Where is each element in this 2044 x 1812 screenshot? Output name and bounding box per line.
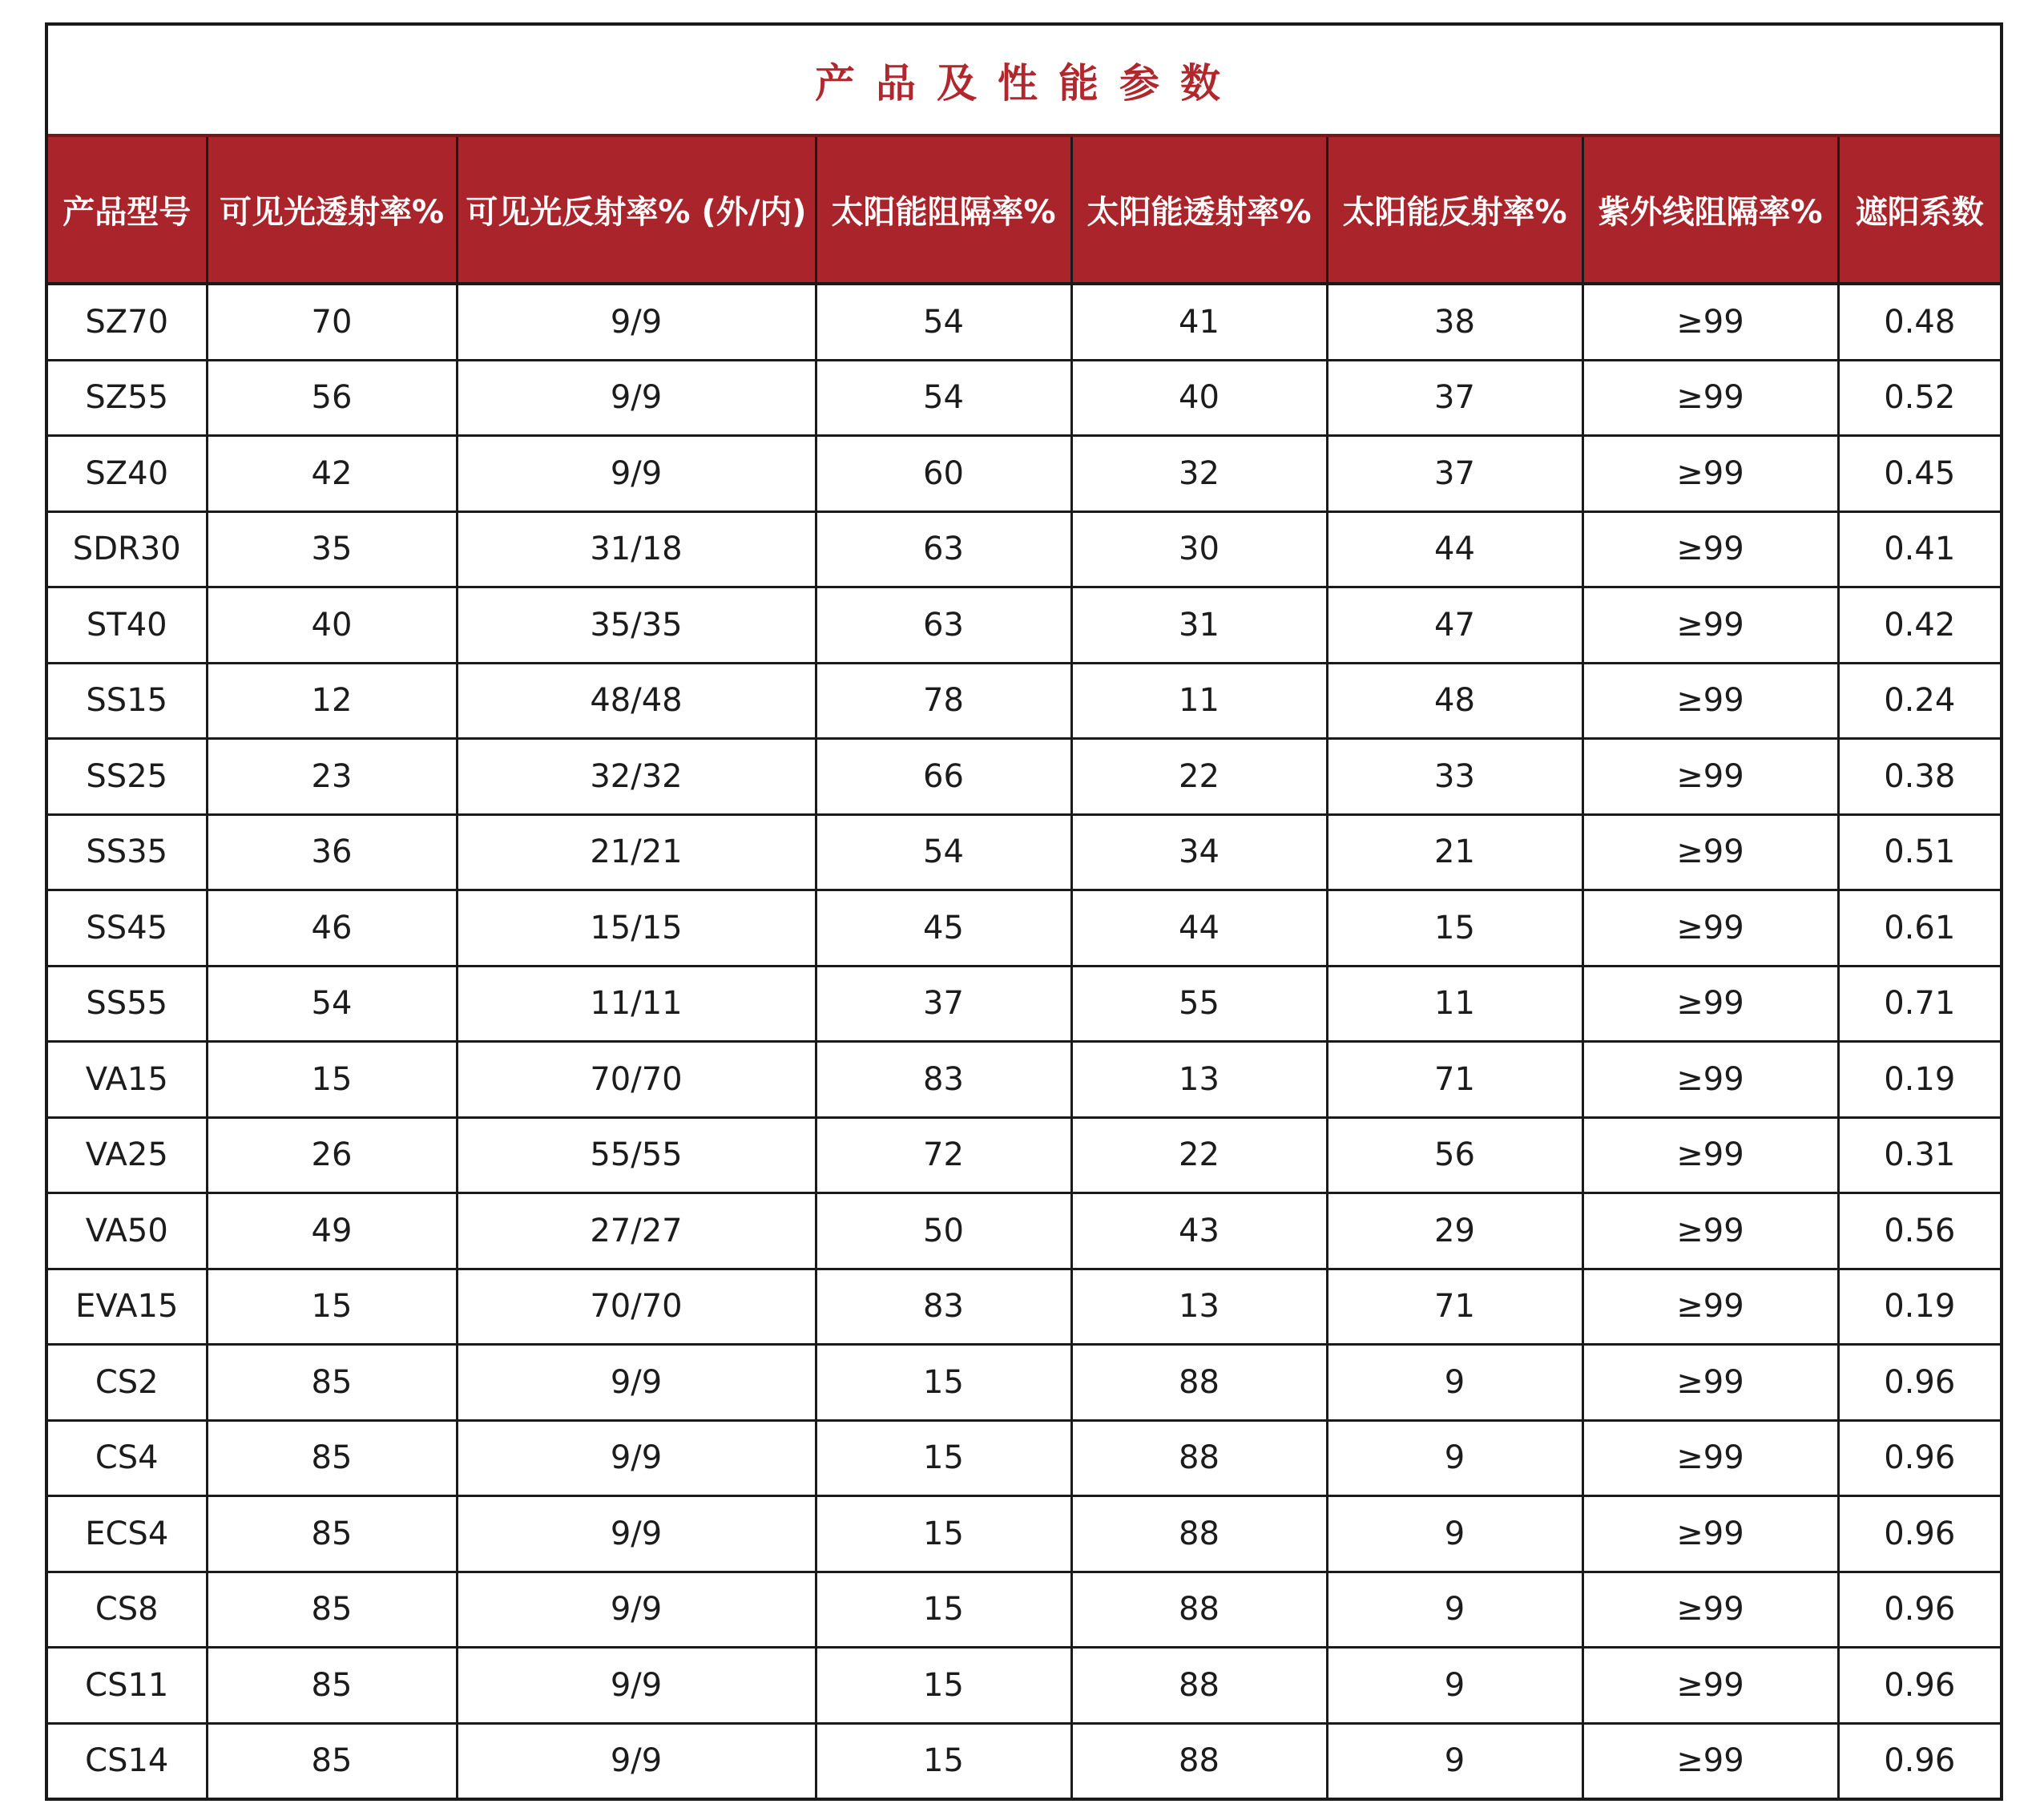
model-cell: EVA15 xyxy=(48,1269,207,1345)
visible-transmittance-cell: 40 xyxy=(207,587,457,664)
shading-coefficient-cell: 0.96 xyxy=(1838,1723,2000,1798)
solar-reflectance-cell: 47 xyxy=(1327,587,1582,664)
solar-rejection-cell: 15 xyxy=(816,1572,1071,1648)
model-cell: SDR30 xyxy=(48,511,207,587)
model-cell: CS11 xyxy=(48,1648,207,1724)
parameters-table xyxy=(48,134,2000,1798)
solar-reflectance-cell: 11 xyxy=(1327,966,1582,1042)
visible-transmittance-cell: 70 xyxy=(207,284,457,360)
solar-transmittance-cell: 13 xyxy=(1071,1042,1327,1118)
shading-coefficient-cell: 0.96 xyxy=(1838,1345,2000,1421)
solar-rejection-cell: 45 xyxy=(816,890,1071,967)
visible-reflectance-cell: 15/15 xyxy=(457,890,816,967)
solar-transmittance-cell: 31 xyxy=(1071,587,1327,664)
uv-rejection-cell: ≥99 xyxy=(1582,1648,1838,1724)
solar-reflectance-cell: 9 xyxy=(1327,1496,1582,1572)
shading-coefficient-cell: 0.61 xyxy=(1838,890,2000,967)
uv-rejection-cell: ≥99 xyxy=(1582,1042,1838,1118)
uv-rejection-cell: ≥99 xyxy=(1582,1269,1838,1345)
solar-reflectance-cell: 9 xyxy=(1327,1648,1582,1724)
table-row xyxy=(48,966,2000,1042)
uv-rejection-cell: ≥99 xyxy=(1582,360,1838,436)
table-row xyxy=(48,360,2000,436)
table-row xyxy=(48,1042,2000,1118)
uv-rejection-cell: ≥99 xyxy=(1582,1496,1838,1572)
column-header-visible-reflectance: 可见光反射率% (外/内) xyxy=(457,135,816,284)
page-title: 产品及性能参数 xyxy=(815,59,1241,107)
visible-reflectance-cell: 9/9 xyxy=(457,284,816,360)
visible-transmittance-cell: 54 xyxy=(207,966,457,1042)
solar-reflectance-cell: 33 xyxy=(1327,739,1582,815)
visible-transmittance-cell: 12 xyxy=(207,663,457,739)
solar-transmittance-cell: 88 xyxy=(1071,1496,1327,1572)
uv-rejection-cell: ≥99 xyxy=(1582,1193,1838,1269)
table-row xyxy=(48,1193,2000,1269)
model-cell: ST40 xyxy=(48,587,207,664)
column-header-visible-transmittance: 可见光透射率% xyxy=(207,135,457,284)
model-cell: CS2 xyxy=(48,1345,207,1421)
visible-transmittance-cell: 49 xyxy=(207,1193,457,1269)
shading-coefficient-cell: 0.45 xyxy=(1838,436,2000,512)
table-row xyxy=(48,814,2000,890)
solar-rejection-cell: 15 xyxy=(816,1723,1071,1798)
solar-rejection-cell: 54 xyxy=(816,284,1071,360)
solar-transmittance-cell: 88 xyxy=(1071,1723,1327,1798)
column-header-solar-transmittance: 太阳能透射率% xyxy=(1071,135,1327,284)
uv-rejection-cell: ≥99 xyxy=(1582,1345,1838,1421)
solar-rejection-cell: 54 xyxy=(816,814,1071,890)
visible-transmittance-cell: 85 xyxy=(207,1496,457,1572)
visible-reflectance-cell: 9/9 xyxy=(457,1572,816,1648)
solar-rejection-cell: 63 xyxy=(816,511,1071,587)
visible-reflectance-cell: 9/9 xyxy=(457,1496,816,1572)
model-cell: VA50 xyxy=(48,1193,207,1269)
visible-reflectance-cell: 70/70 xyxy=(457,1269,816,1345)
solar-transmittance-cell: 41 xyxy=(1071,284,1327,360)
model-cell: SS35 xyxy=(48,814,207,890)
shading-coefficient-cell: 0.51 xyxy=(1838,814,2000,890)
visible-transmittance-cell: 15 xyxy=(207,1042,457,1118)
shading-coefficient-cell: 0.42 xyxy=(1838,587,2000,664)
model-cell: CS4 xyxy=(48,1420,207,1496)
uv-rejection-cell: ≥99 xyxy=(1582,1420,1838,1496)
solar-rejection-cell: 78 xyxy=(816,663,1071,739)
uv-rejection-cell: ≥99 xyxy=(1582,739,1838,815)
solar-rejection-cell: 15 xyxy=(816,1496,1071,1572)
model-cell: SS15 xyxy=(48,663,207,739)
shading-coefficient-cell: 0.19 xyxy=(1838,1269,2000,1345)
visible-reflectance-cell: 31/18 xyxy=(457,511,816,587)
solar-reflectance-cell: 9 xyxy=(1327,1345,1582,1421)
model-cell: VA25 xyxy=(48,1117,207,1193)
title-bar xyxy=(48,26,2000,134)
solar-transmittance-cell: 40 xyxy=(1071,360,1327,436)
table-row xyxy=(48,739,2000,815)
solar-reflectance-cell: 9 xyxy=(1327,1420,1582,1496)
shading-coefficient-cell: 0.31 xyxy=(1838,1117,2000,1193)
model-cell: VA15 xyxy=(48,1042,207,1118)
visible-transmittance-cell: 85 xyxy=(207,1723,457,1798)
solar-rejection-cell: 66 xyxy=(816,739,1071,815)
solar-transmittance-cell: 22 xyxy=(1071,739,1327,815)
visible-reflectance-cell: 9/9 xyxy=(457,1723,816,1798)
table-row xyxy=(48,436,2000,512)
solar-reflectance-cell: 37 xyxy=(1327,360,1582,436)
solar-rejection-cell: 15 xyxy=(816,1345,1071,1421)
solar-reflectance-cell: 44 xyxy=(1327,511,1582,587)
visible-transmittance-cell: 35 xyxy=(207,511,457,587)
shading-coefficient-cell: 0.96 xyxy=(1838,1496,2000,1572)
solar-transmittance-cell: 55 xyxy=(1071,966,1327,1042)
model-cell: SS55 xyxy=(48,966,207,1042)
uv-rejection-cell: ≥99 xyxy=(1582,587,1838,664)
uv-rejection-cell: ≥99 xyxy=(1582,966,1838,1042)
solar-transmittance-cell: 11 xyxy=(1071,663,1327,739)
solar-transmittance-cell: 88 xyxy=(1071,1648,1327,1724)
solar-rejection-cell: 37 xyxy=(816,966,1071,1042)
table-row xyxy=(48,1345,2000,1421)
visible-reflectance-cell: 32/32 xyxy=(457,739,816,815)
solar-reflectance-cell: 9 xyxy=(1327,1572,1582,1648)
model-cell: SZ55 xyxy=(48,360,207,436)
visible-reflectance-cell: 27/27 xyxy=(457,1193,816,1269)
shading-coefficient-cell: 0.24 xyxy=(1838,663,2000,739)
solar-reflectance-cell: 71 xyxy=(1327,1269,1582,1345)
visible-reflectance-cell: 55/55 xyxy=(457,1117,816,1193)
solar-reflectance-cell: 9 xyxy=(1327,1723,1582,1798)
table-row xyxy=(48,1648,2000,1724)
solar-reflectance-cell: 37 xyxy=(1327,436,1582,512)
table-header-row xyxy=(48,135,2000,284)
column-header-model: 产品型号 xyxy=(48,135,207,284)
solar-transmittance-cell: 22 xyxy=(1071,1117,1327,1193)
visible-reflectance-cell: 21/21 xyxy=(457,814,816,890)
visible-reflectance-cell: 70/70 xyxy=(457,1042,816,1118)
shading-coefficient-cell: 0.96 xyxy=(1838,1420,2000,1496)
uv-rejection-cell: ≥99 xyxy=(1582,890,1838,967)
solar-rejection-cell: 83 xyxy=(816,1042,1071,1118)
column-header-solar-reflectance: 太阳能反射率% xyxy=(1327,135,1582,284)
uv-rejection-cell: ≥99 xyxy=(1582,814,1838,890)
shading-coefficient-cell: 0.56 xyxy=(1838,1193,2000,1269)
uv-rejection-cell: ≥99 xyxy=(1582,511,1838,587)
solar-rejection-cell: 50 xyxy=(816,1193,1071,1269)
model-cell: SZ40 xyxy=(48,436,207,512)
visible-reflectance-cell: 11/11 xyxy=(457,966,816,1042)
model-cell: SS45 xyxy=(48,890,207,967)
solar-transmittance-cell: 34 xyxy=(1071,814,1327,890)
solar-transmittance-cell: 43 xyxy=(1071,1193,1327,1269)
column-header-solar-rejection: 太阳能阻隔率% xyxy=(816,135,1071,284)
solar-transmittance-cell: 32 xyxy=(1071,436,1327,512)
uv-rejection-cell: ≥99 xyxy=(1582,1572,1838,1648)
table-row xyxy=(48,663,2000,739)
solar-reflectance-cell: 29 xyxy=(1327,1193,1582,1269)
solar-rejection-cell: 15 xyxy=(816,1420,1071,1496)
visible-transmittance-cell: 85 xyxy=(207,1648,457,1724)
visible-transmittance-cell: 23 xyxy=(207,739,457,815)
solar-reflectance-cell: 56 xyxy=(1327,1117,1582,1193)
solar-reflectance-cell: 21 xyxy=(1327,814,1582,890)
model-cell: SZ70 xyxy=(48,284,207,360)
uv-rejection-cell: ≥99 xyxy=(1582,1117,1838,1193)
visible-transmittance-cell: 36 xyxy=(207,814,457,890)
table-row xyxy=(48,1117,2000,1193)
solar-reflectance-cell: 71 xyxy=(1327,1042,1582,1118)
solar-rejection-cell: 83 xyxy=(816,1269,1071,1345)
table-row xyxy=(48,1420,2000,1496)
solar-rejection-cell: 63 xyxy=(816,587,1071,664)
model-cell: CS14 xyxy=(48,1723,207,1798)
table-row xyxy=(48,1269,2000,1345)
shading-coefficient-cell: 0.71 xyxy=(1838,966,2000,1042)
solar-rejection-cell: 54 xyxy=(816,360,1071,436)
solar-reflectance-cell: 48 xyxy=(1327,663,1582,739)
solar-reflectance-cell: 15 xyxy=(1327,890,1582,967)
uv-rejection-cell: ≥99 xyxy=(1582,284,1838,360)
visible-transmittance-cell: 42 xyxy=(207,436,457,512)
table-row xyxy=(48,587,2000,664)
visible-transmittance-cell: 56 xyxy=(207,360,457,436)
visible-transmittance-cell: 85 xyxy=(207,1345,457,1421)
shading-coefficient-cell: 0.96 xyxy=(1838,1648,2000,1724)
table-row xyxy=(48,511,2000,587)
solar-rejection-cell: 72 xyxy=(816,1117,1071,1193)
table-row xyxy=(48,1572,2000,1648)
table-row xyxy=(48,1723,2000,1798)
model-cell: SS25 xyxy=(48,739,207,815)
solar-transmittance-cell: 88 xyxy=(1071,1420,1327,1496)
shading-coefficient-cell: 0.38 xyxy=(1838,739,2000,815)
visible-reflectance-cell: 9/9 xyxy=(457,436,816,512)
visible-reflectance-cell: 9/9 xyxy=(457,1345,816,1421)
shading-coefficient-cell: 0.52 xyxy=(1838,360,2000,436)
model-cell: CS8 xyxy=(48,1572,207,1648)
visible-reflectance-cell: 9/9 xyxy=(457,360,816,436)
shading-coefficient-cell: 0.48 xyxy=(1838,284,2000,360)
uv-rejection-cell: ≥99 xyxy=(1582,1723,1838,1798)
shading-coefficient-cell: 0.41 xyxy=(1838,511,2000,587)
solar-transmittance-cell: 13 xyxy=(1071,1269,1327,1345)
visible-transmittance-cell: 85 xyxy=(207,1572,457,1648)
uv-rejection-cell: ≥99 xyxy=(1582,663,1838,739)
visible-transmittance-cell: 85 xyxy=(207,1420,457,1496)
solar-transmittance-cell: 30 xyxy=(1071,511,1327,587)
visible-reflectance-cell: 9/9 xyxy=(457,1648,816,1724)
table-row xyxy=(48,1496,2000,1572)
visible-reflectance-cell: 35/35 xyxy=(457,587,816,664)
table-row xyxy=(48,890,2000,967)
shading-coefficient-cell: 0.96 xyxy=(1838,1572,2000,1648)
solar-rejection-cell: 60 xyxy=(816,436,1071,512)
visible-transmittance-cell: 26 xyxy=(207,1117,457,1193)
uv-rejection-cell: ≥99 xyxy=(1582,436,1838,512)
visible-reflectance-cell: 48/48 xyxy=(457,663,816,739)
solar-transmittance-cell: 44 xyxy=(1071,890,1327,967)
solar-rejection-cell: 15 xyxy=(816,1648,1071,1724)
solar-transmittance-cell: 88 xyxy=(1071,1572,1327,1648)
column-header-shading-coefficient: 遮阳系数 xyxy=(1838,135,2000,284)
table-body xyxy=(48,284,2000,1798)
shading-coefficient-cell: 0.19 xyxy=(1838,1042,2000,1118)
model-cell: ECS4 xyxy=(48,1496,207,1572)
solar-reflectance-cell: 38 xyxy=(1327,284,1582,360)
table-row xyxy=(48,284,2000,360)
visible-transmittance-cell: 15 xyxy=(207,1269,457,1345)
parameter-sheet xyxy=(45,22,2003,1801)
solar-transmittance-cell: 88 xyxy=(1071,1345,1327,1421)
visible-transmittance-cell: 46 xyxy=(207,890,457,967)
column-header-uv-rejection: 紫外线阻隔率% xyxy=(1582,135,1838,284)
visible-reflectance-cell: 9/9 xyxy=(457,1420,816,1496)
